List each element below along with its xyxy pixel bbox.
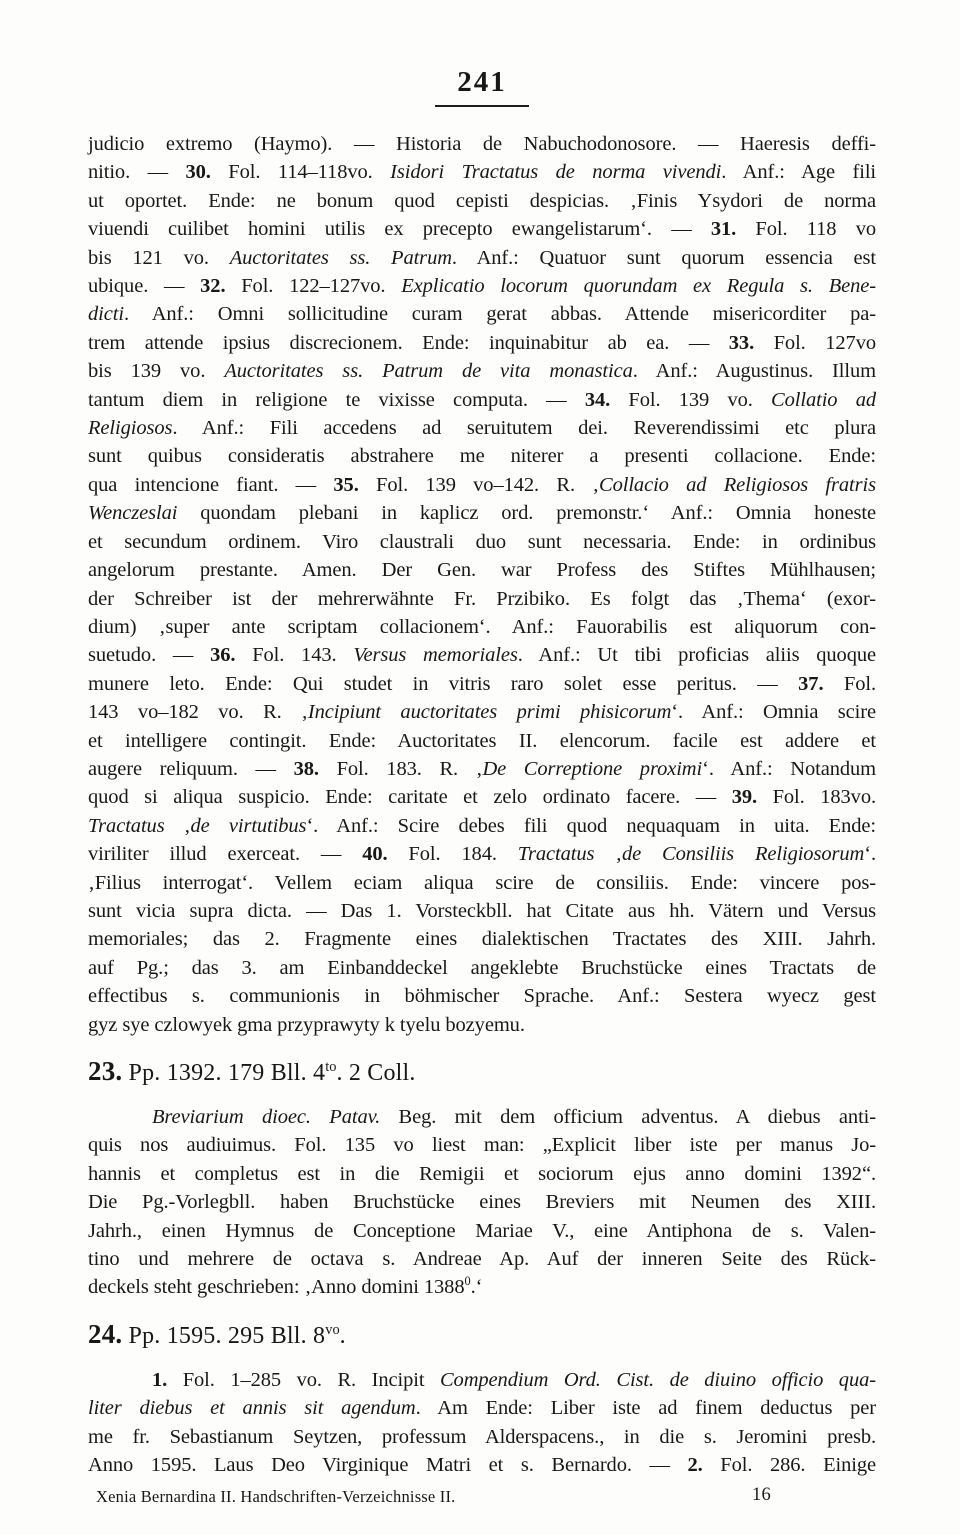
text-segment: 30. — [185, 161, 211, 184]
text-segment: 23. — [88, 1056, 123, 1086]
text-segment: . Anf.: Augustinus. Illum — [632, 360, 876, 383]
text-line — [88, 897, 876, 925]
text-segment: ‘. — [864, 843, 876, 866]
text-line — [88, 357, 876, 385]
text-line — [88, 783, 876, 811]
text-segment: Pp. 1595. 295 Bll. 8 — [122, 1322, 326, 1349]
text-segment: ‘. Anf.: Scire debes fili quod nequaquam in uita. Ende: — [306, 814, 876, 837]
text-segment: quondam plebani in kaplicz ord. premonstr.‘ Anf.: Omnia honeste — [177, 502, 876, 525]
footer-signature-number: 16 — [752, 1485, 771, 1506]
text-segment: . Anf.: Age fili — [721, 161, 877, 184]
entry-heading — [88, 1319, 876, 1351]
page-number: 241 — [457, 66, 507, 98]
text-segment: 0 — [464, 1274, 471, 1289]
text-segment: 37. — [798, 672, 824, 695]
text-segment: effectibus s. communionis in böhmischer Sprache. Anf.: Sestera wyecz gest — [88, 985, 876, 1008]
text-segment: 36. — [210, 644, 236, 667]
text-line — [88, 244, 876, 272]
text-segment: Collatio ad — [771, 388, 876, 411]
text-segment: 2. — [687, 1454, 703, 1477]
text-line — [88, 386, 876, 414]
text-line — [88, 1451, 876, 1479]
text-segment: 1. — [152, 1368, 168, 1391]
text-segment: munere leto. Ende: Qui studet in vitris raro solet esse peritus. — — [88, 672, 799, 695]
text-segment: 143 vo–182 vo. R. ‚ — [88, 701, 308, 724]
text-segment: bis 121 vo. — [88, 246, 230, 269]
text-line — [88, 1423, 876, 1451]
text-segment: tino und mehrere de octava s. Andreae Ap. Auf der inneren Seite des Rück- — [88, 1248, 876, 1271]
text-segment: Fol. — [823, 672, 876, 695]
text-line — [88, 158, 876, 186]
text-line — [88, 869, 876, 897]
text-segment: bis 139 vo. — [88, 360, 225, 383]
text-line — [88, 329, 876, 357]
text-line — [88, 414, 876, 442]
text-segment: dicti — [88, 303, 124, 326]
text-segment: vo — [325, 1321, 340, 1338]
text-segment: ‘. Anf.: Omnia scire — [671, 701, 876, 724]
text-segment: Isidori Tractatus de norma vivendi — [390, 161, 722, 184]
text-segment: Fol. 139 vo–142. R. ‚ — [358, 473, 599, 496]
text-segment: 33. — [728, 331, 755, 354]
text-line — [88, 840, 876, 868]
text-segment: Compendium Ord. Cist. de diuino officio qua- — [439, 1368, 876, 1391]
text-line — [88, 528, 876, 556]
text-segment: angelorum prestante. Amen. Der Gen. war Profess des Stiftes Mühlhausen; — [88, 559, 876, 582]
text-line — [88, 471, 876, 499]
text-blocks — [88, 130, 876, 1479]
text-segment: qua intencione fiant. — — [88, 473, 334, 496]
text-segment: Fol. 183. R. ‚ — [318, 757, 483, 780]
text-line — [88, 1366, 876, 1394]
text-line — [88, 1273, 876, 1301]
text-segment: 31. — [710, 218, 737, 241]
text-segment: Auctoritates ss. Patrum de vita monastica — [224, 360, 633, 383]
text-segment: Auctoritates ss. Patrum — [229, 246, 452, 269]
text-line — [88, 499, 876, 527]
text-segment: tantum diem in religione te vixisse computa. — — [88, 388, 585, 411]
text-line — [88, 1011, 876, 1039]
text-segment: ut oportet. Ende: ne bonum quod cepisti despicias. ‚Finis Ysydori de norma — [88, 189, 876, 212]
text-segment: Collacio ad Religiosos fratris — [599, 473, 876, 496]
text-segment: 34. — [584, 388, 611, 411]
text-segment: ‘. Anf.: Notandum — [702, 757, 876, 780]
text-segment: . Anf.: Ut tibi proficias aliis quoque — [517, 644, 876, 667]
entry-heading — [88, 1056, 876, 1088]
text-line — [88, 670, 876, 698]
text-segment: Fol. 122–127vo. — [225, 275, 402, 298]
text-segment: Explicatio locorum quorundam ex Regula s. Bene- — [401, 275, 877, 298]
text-line — [88, 954, 876, 982]
text-line — [88, 727, 876, 755]
text-segment: augere reliquum. — — [88, 757, 294, 780]
text-line — [88, 641, 876, 669]
text-segment: 35. — [333, 473, 359, 496]
text-segment: me fr. Sebastianum Seytzen, professum Alderspacens., in die s. Jeromini presb. — [88, 1425, 876, 1448]
text-line — [88, 925, 876, 953]
text-segment: Fol. 143. — [235, 644, 354, 667]
text-segment: dium) ‚super ante scriptam collacionem‘. Anf.: Fauorabilis est aliquorum con- — [88, 615, 876, 638]
text-line — [88, 1131, 876, 1159]
text-line — [88, 1188, 876, 1216]
text-line — [88, 1394, 876, 1422]
text-line — [88, 982, 876, 1010]
text-line — [88, 272, 876, 300]
text-segment: auf Pg.; das 3. am Einbanddeckel angeklebte Bruchstücke eines Tractats de — [88, 956, 876, 979]
text-segment: memoriales; das 2. Fragmente eines dialektischen Tractates des XIII. Jahrh. — [88, 928, 876, 951]
text-line — [88, 698, 876, 726]
text-segment: ubique. — — [88, 275, 201, 298]
text-segment: to — [325, 1059, 337, 1075]
text-segment: sunt quibus consideratis abstrahere me niterer a presenti collacione. Ende: — [88, 445, 876, 468]
text-segment: . 2 Coll. — [336, 1060, 416, 1086]
page-number-rule — [435, 105, 529, 107]
text-segment: Breviarium dioec. Patav. — [152, 1106, 381, 1128]
text-segment: Beg. mit dem officium adventus. A diebus anti- — [380, 1106, 876, 1128]
text-segment: . Anf.: Quatuor sunt quorum essencia est — [451, 246, 876, 269]
text-line — [88, 215, 876, 243]
text-line — [88, 442, 876, 470]
text-segment: Incipiunt auctoritates primi phisicorum — [307, 701, 672, 724]
text-segment: gyz sye czlowyek gma przyprawyty k tyelu bozyemu. — [88, 1013, 525, 1036]
text-segment: suetudo. — — [88, 644, 211, 667]
text-segment: Tractatus ‚de Consiliis Religiosorum — [517, 843, 865, 866]
text-segment: Religiosos — [88, 417, 173, 440]
text-segment: . — [339, 1322, 346, 1349]
text-segment: 40. — [362, 843, 388, 866]
text-line — [88, 1103, 876, 1131]
text-segment: 38. — [293, 757, 319, 780]
text-segment: . Anf.: Omni sollicitudine curam gerat abbas. Attende misericorditer pa- — [123, 303, 876, 326]
text-segment: viuendi cuilibet homini utilis ex precepto ewangelistarum‘. — — [88, 218, 711, 241]
text-line — [88, 556, 876, 584]
text-segment: Fol. 127vo — [754, 331, 876, 354]
text-segment: 24. — [88, 1318, 123, 1349]
text-segment: nitio. — — [88, 161, 186, 184]
text-segment: ‚Filius interrogat‘. Vellem eciam aliqua scire de consiliis. Ende: vincere pos- — [88, 871, 876, 894]
text-line — [88, 1160, 876, 1188]
page-header — [88, 66, 876, 107]
text-segment: . Am Ende: Liber iste ad finem deductus per — [415, 1397, 876, 1420]
text-segment: 39. — [731, 786, 758, 809]
text-line — [88, 812, 876, 840]
text-line — [88, 300, 876, 328]
text-segment: trem attende ipsius discrecionem. Ende: inquinabitur ab ea. — — [88, 331, 729, 354]
text-segment: Wenczeslai — [88, 502, 178, 525]
text-segment: Fol. 184. — [387, 843, 518, 866]
text-segment: quod si aliqua suspicio. Ende: caritate et zelo ordinato facere. — — [88, 786, 732, 809]
text-segment: .‘ — [470, 1276, 483, 1299]
text-segment: Versus memoriales — [353, 644, 518, 667]
text-segment: quis nos audiuimus. Fol. 135 vo liest man: „Explicit liber iste per manus Jo- — [88, 1134, 876, 1157]
text-line — [88, 1217, 876, 1245]
text-segment: . Anf.: Fili accedens ad seruitutem dei. Reverendissimi etc plura — [172, 417, 876, 440]
text-line — [88, 1245, 876, 1273]
text-segment: der Schreiber ist der mehrerwähnte Fr. Przibiko. Es folgt das ‚Thema‘ (exor- — [88, 587, 876, 610]
text-line — [88, 130, 876, 158]
text-segment: judicio extremo (Haymo). — Historia de Nabuchodonosore. — Haeresis deffi- — [88, 133, 876, 155]
text-segment: Tractatus ‚de virtutibus — [88, 814, 307, 837]
text-segment: viriliter illud exerceat. — — [88, 843, 363, 866]
body-column — [88, 130, 876, 1507]
text-line — [88, 585, 876, 613]
text-segment: Fol. 1–285 vo. R. Incipit — [167, 1368, 440, 1391]
page-footer — [88, 1487, 876, 1507]
paragraph — [88, 1103, 876, 1302]
paragraph — [88, 130, 876, 1039]
text-line — [88, 613, 876, 641]
text-segment: Fol. 118 vo — [736, 218, 876, 241]
text-segment: hannis et completus est in die Remigii et sociorum ejus anno domini 1392“. — [88, 1162, 876, 1185]
text-segment: Fol. 183vo. — [757, 786, 876, 809]
text-segment: Fol. 139 vo. — [610, 388, 772, 411]
text-segment: et intelligere contingit. Ende: Auctoritates II. elencorum. facile est addere et — [88, 729, 876, 752]
text-line — [88, 187, 876, 215]
text-segment: deckels steht geschrieben: ‚Anno domini 1388 — [88, 1276, 465, 1299]
text-segment: Jahrh., einen Hymnus de Conceptione Mariae V., eine Antiphona de s. Valen- — [88, 1219, 876, 1242]
text-segment: 32. — [200, 275, 226, 298]
text-segment: Fol. 286. Einige — [702, 1454, 876, 1477]
paragraph — [88, 1366, 876, 1480]
text-segment: Anno 1595. Laus Deo Virginique Matri et s. Bernardo. — — [88, 1454, 688, 1477]
text-segment: De Correptione proximi — [482, 757, 703, 780]
text-segment: liter diebus et annis sit agendum — [88, 1397, 416, 1420]
text-segment: Die Pg.-Vorlegbll. haben Bruchstücke eines Breviers mit Neumen des XIII. — [88, 1191, 876, 1214]
footer-imprint: Xenia Bernardina II. Handschriften-Verzeichnisse II. — [96, 1487, 456, 1507]
text-line — [88, 755, 876, 783]
text-segment: Pp. 1392. 179 Bll. 4 — [122, 1060, 326, 1086]
text-segment: Fol. 114–118vo. — [210, 161, 391, 184]
text-segment: et secundum ordinem. Viro claustrali duo sunt necessaria. Ende: in ordinibus — [88, 530, 876, 553]
text-segment: sunt vicia supra dicta. — Das 1. Vorsteckbll. hat Citate aus hh. Vätern und Versus — [88, 899, 876, 922]
